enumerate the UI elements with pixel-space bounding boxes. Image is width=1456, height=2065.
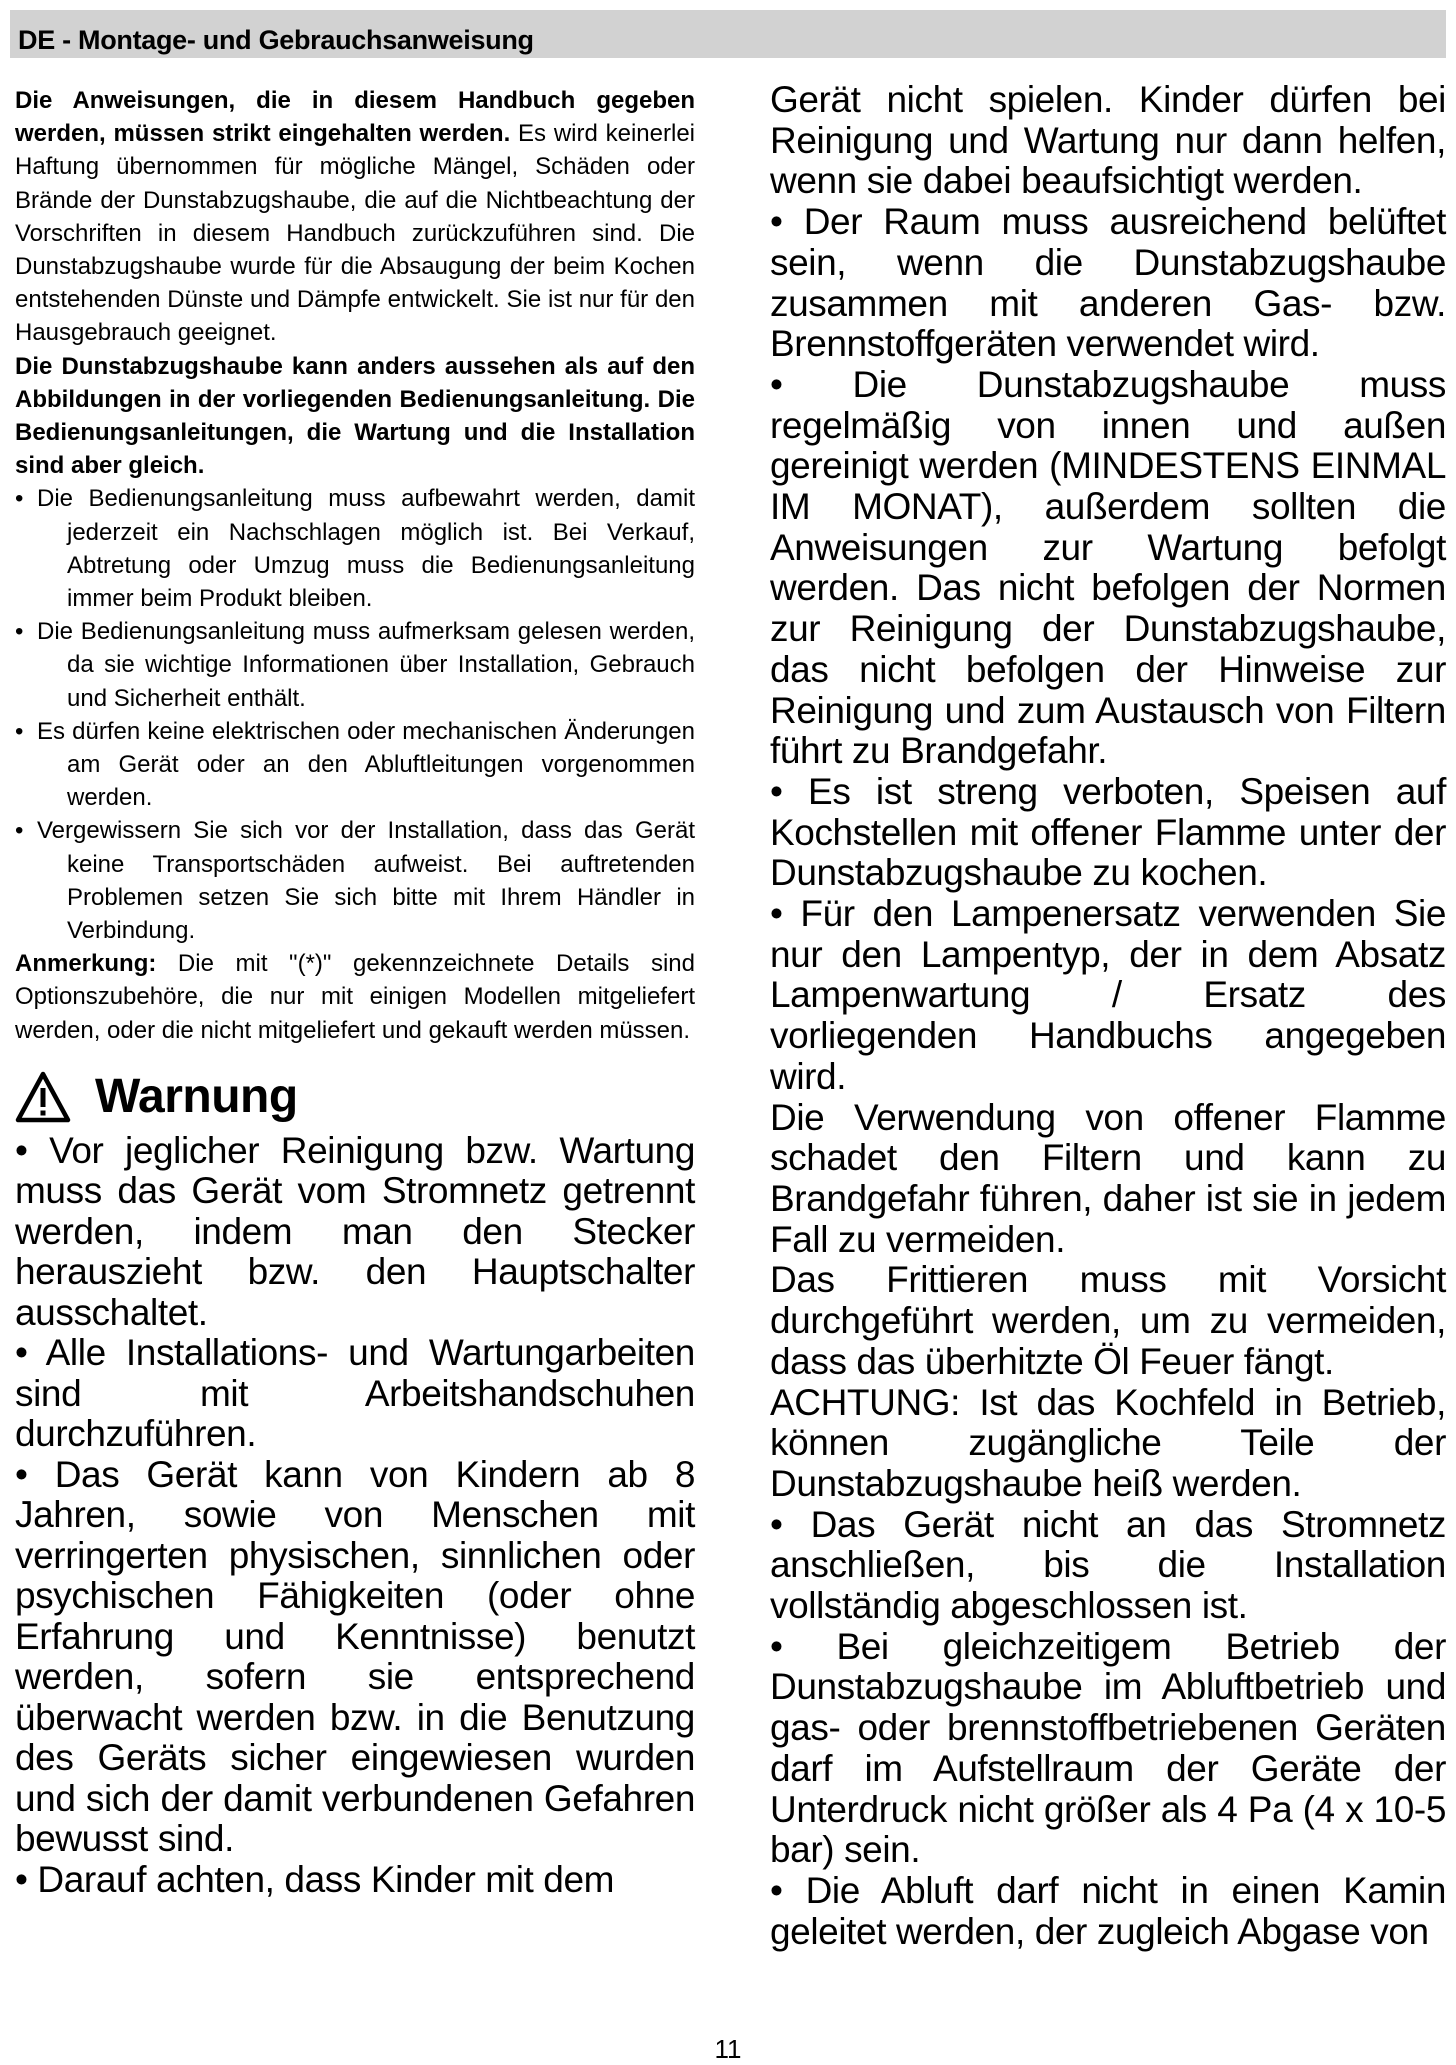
- intro-paragraph: [15, 84, 695, 350]
- warning-triangle-icon: [15, 1071, 71, 1123]
- remark-label: Anmerkung:: [15, 950, 157, 978]
- instruction-list: [15, 482, 695, 947]
- safety-paragraph: • Die Abluft darf nicht in einen Kamin geleitet werden, der zugleich Abgase von: [770, 1869, 1446, 1952]
- warning-paragraph: • Darauf achten, dass Kinder mit dem: [15, 1858, 615, 1900]
- list-item-text: Die Bedienungsanleitung muss aufbewahrt werden, damit jederzeit ein Nachschlagen möglich ist. Bei Verkauf, Abtretung oder Umzug muss die Bedienungsanleitung immer beim Produkt bleiben.: [37, 485, 695, 613]
- section-header: [10, 10, 1446, 58]
- left-column: [15, 84, 695, 1900]
- safety-paragraph: • Das Gerät nicht an das Stromnetz anschließen, bis die Installation vollständig abgeschlossen ist.: [770, 1503, 1446, 1627]
- intro-text: Es wird keinerlei Haftung übernommen für mögliche Mängel, Schäden oder Brände der Dunstabzugshaube, die auf die Nichtbeachtung der Vorschriften in diesem Handbuch zurückzuführen sind. Die Dunstabzugshaube wurde für die Absaugung der beim Kochen entstehenden Dünste und Dämpfe entwickelt. Sie ist nur für den Hausgebrauch geeignet.: [15, 120, 695, 347]
- list-item: • Vergewissern Sie sich vor der Installation, dass das Gerät keine Transportschäden aufweist. Bei auftretenden Problemen setzen Sie sich bitte mit Ihrem Händler in Verbindung.: [15, 817, 695, 945]
- warning-paragraph: • Vor jeglicher Reinigung bzw. Wartung muss das Gerät vom Stromnetz getrennt werden, indem man den Stecker herauszieht bzw. den Hauptschalter ausschaltet.: [15, 1129, 695, 1333]
- section-title: DE - Montage- und Gebrauchsanweisung: [18, 25, 534, 55]
- right-column: [770, 80, 1446, 1952]
- safety-paragraph: ACHTUNG: Ist das Kochfeld in Betrieb, können zugängliche Teile der Dunstabzugshaube heiß werden.: [770, 1381, 1446, 1504]
- intro-bold-text: Die Anweisungen, die in diesem Handbuch gegeben werden, müssen strikt eingehalten werden.: [15, 87, 695, 148]
- remark-text: Die mit "(*)" gekennzeichnete Details sind Optionszubehöre, die nur mit einigen Modellen mitgeliefert werden, oder die nicht mitgeliefert und gekauft werden müssen.: [15, 950, 695, 1044]
- warning-title: Warnung: [95, 1070, 298, 1124]
- safety-paragraph: • Es ist streng verboten, Speisen auf Kochstellen mit offener Flamme unter der Dunstabzugshaube zu kochen.: [770, 770, 1446, 894]
- safety-paragraph: • Bei gleichzeitigem Betrieb der Dunstabzugshaube im Abluftbetrieb und gas- oder brennstoffbetriebenen Geräten darf im Aufstellraum der Geräte der Unterdruck nicht größer als 4 Pa (4 x 10-5 bar) sein.: [770, 1625, 1446, 1871]
- warning-paragraph: • Das Gerät kann von Kindern ab 8 Jahren, sowie von Menschen mit verringerten physischen, sinnlichen oder psychischen Fähigkeiten (oder ohne Erfahrung und Kenntnisse) benutzt werden, sofern sie entsprechend überwacht werden bzw. in die Benutzung des Geräts sicher eingewiesen wurden und sich der damit verbundenen Gefahren bewusst sind.: [15, 1453, 695, 1860]
- appearance-note: [15, 350, 695, 483]
- list-item: • Die Bedienungsanleitung muss aufbewahrt werden, damit jederzeit ein Nachschlagen möglich ist. Bei Verkauf, Abtretung oder Umzug muss die Bedienungsanleitung immer beim Produkt bleiben.: [15, 485, 695, 613]
- remark-paragraph: [15, 947, 695, 1047]
- safety-paragraph: Gerät nicht spielen. Kinder dürfen bei Reinigung und Wartung nur dann helfen, wenn sie dabei beaufsichtigt werden.: [770, 79, 1446, 202]
- safety-paragraph: • Der Raum muss ausreichend belüftet sein, wenn die Dunstabzugshaube zusammen mit anderen Gas- bzw. Brennstoffgeräten verwendet wird.: [770, 201, 1446, 365]
- page-number: 11: [714, 2034, 742, 2064]
- list-item-text: Die Bedienungsanleitung muss aufmerksam gelesen werden, da sie wichtige Informationen über Installation, Gebrauch und Sicherheit enthält.: [37, 618, 695, 712]
- safety-paragraph: Die Verwendung von offener Flamme schadet den Filtern und kann zu Brandgefahr führen, daher ist sie in jedem Fall zu vermeiden.: [770, 1096, 1446, 1260]
- safety-paragraph: Das Frittieren muss mit Vorsicht durchgeführt werden, um zu vermeiden, dass das überhitzte Öl Feuer fängt.: [770, 1259, 1446, 1382]
- list-item: • Die Bedienungsanleitung muss aufmerksam gelesen werden, da sie wichtige Informationen über Installation, Gebrauch und Sicherheit enthält.: [15, 618, 695, 712]
- safety-paragraph: • Für den Lampenersatz verwenden Sie nur den Lampentyp, der in dem Absatz Lampenwartung / Ersatz des vorliegenden Handbuchs angegeben wird.: [770, 893, 1446, 1097]
- list-item-text: Es dürfen keine elektrischen oder mechanischen Änderungen am Gerät oder an den Abluftleitungen vorgenommen werden.: [37, 717, 695, 812]
- appearance-note-text: Die Dunstabzugshaube kann anders aussehen als auf den Abbildungen in der vorliegenden Bedienungsanleitung. Die Bedienungsanleitungen, die Wartung und die Installation sind aber gleich.: [15, 352, 695, 480]
- list-item-text: Vergewissern Sie sich vor der Installation, dass das Gerät keine Transportschäden aufweist. Bei auftretenden Problemen setzen Sie sich bitte mit Ihrem Händler in Verbindung.: [37, 817, 695, 945]
- warning-paragraph: • Alle Installations- und Wartungarbeiten sind mit Arbeitshandschuhen durchzuführen.: [15, 1332, 695, 1455]
- warning-heading: [15, 1067, 695, 1127]
- safety-paragraph: • Die Dunstabzugshaube muss regelmäßig von innen und außen gereinigt werden (MINDESTENS EINMAL IM MONAT), außerdem sollten die Anweisungen zur Wartung befolgt werden. Das nicht befolgen der Normen zur Reinigung der Dunstabzugshaube, das nicht befolgen der Hinweise zur Reinigung und zum Austausch von Filtern führt zu Brandgefahr.: [770, 363, 1446, 772]
- list-item: • Es dürfen keine elektrischen oder mechanischen Änderungen am Gerät oder an den Abluftleitungen vorgenommen werden.: [15, 717, 695, 812]
